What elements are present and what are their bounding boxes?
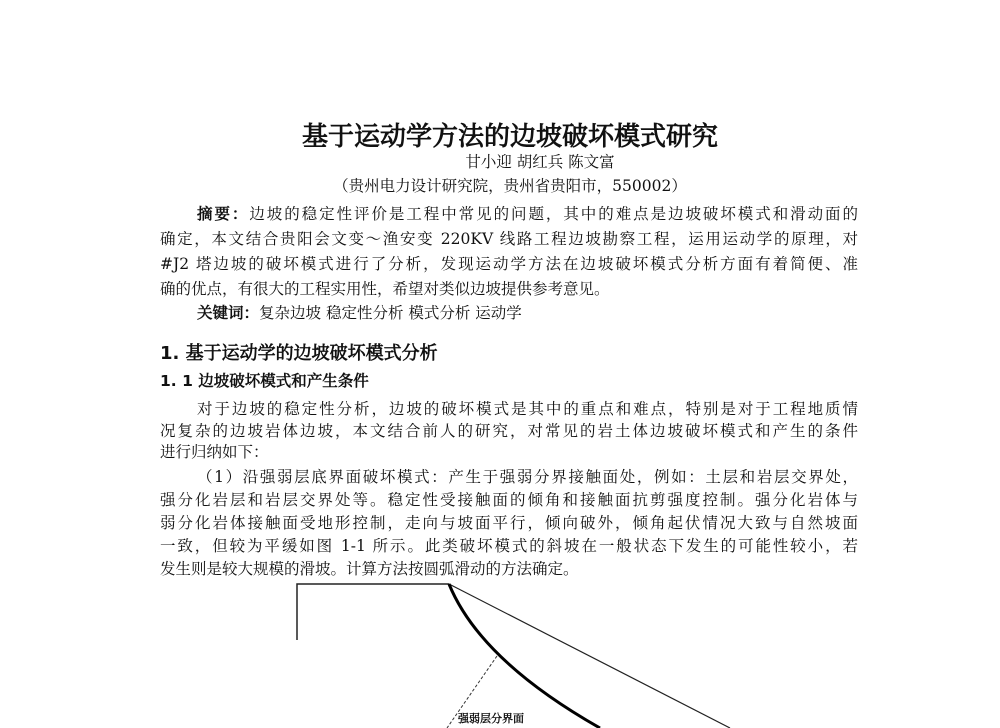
paragraph-line: 对于边坡的稳定性分析，边坡的破坏模式是其中的重点和难点，特别是对于工程地质情 [197, 400, 858, 418]
abstract-label: 摘要： [197, 205, 250, 223]
paragraph-line: 进行归纳如下： [160, 443, 269, 461]
authors: 甘小迎 胡红兵 陈文富 [465, 153, 615, 171]
keywords-label: 关键词： [197, 304, 260, 322]
affiliation: （贵州电力设计研究院，贵州省贵阳市，550002） [333, 177, 687, 195]
figure-label: 强弱层分界面 [458, 712, 524, 725]
paragraph-line: 弱分化岩体接触面受地形控制，走向与坡面平行，倾向破外，倾角起伏情况大致与自然坡面 [160, 514, 858, 532]
slope-surface-line [449, 584, 730, 728]
paragraph-line: （1）沿强弱层底界面破坏模式：产生于强弱分界接触面处，例如：土层和岩层交界处， [197, 468, 858, 486]
paragraph-line: 强分化岩层和岩层交界处等。稳定性受接触面的倾角和接触面抗剪强度控制。强分化岩体与 [160, 491, 858, 509]
paper-title: 基于运动学方法的边坡破坏模式研究 [301, 122, 718, 152]
keywords: 关键词：复杂边坡 稳定性分析 模式分析 运动学 [197, 304, 522, 322]
paragraph-line: 一致，但较为平缓如图 1-1 所示。此类破坏模式的斜坡在一般状态下发生的可能性较小，若 [160, 537, 858, 555]
section-heading: 1. 基于运动学的边坡破坏模式分析 [160, 343, 438, 364]
abstract-line: 摘要：边坡的稳定性评价是工程中常见的问题，其中的难点是边坡破坏模式和滑动面的 [197, 205, 858, 223]
paragraph-line: 发生则是较大规模的滑坡。计算方法按圆弧滑动的方法确定。 [160, 560, 579, 578]
interface-curve [449, 584, 600, 728]
abstract-line: 确的优点，有很大的工程实用性，希望对类似边坡提供参考意见。 [160, 280, 610, 298]
abstract-line: #J2 塔边坡的破坏模式进行了分析，发现运动学方法在边坡破坏模式分析方面有着简便、准 [160, 255, 858, 273]
paragraph-line: 况复杂的边坡岩体边坡，本文结合前人的研究，对常见的岩土体边坡破坏模式和产生的条件 [160, 422, 858, 440]
slope-top-outline [297, 584, 449, 640]
subsection-heading: 1. 1 边坡破坏模式和产生条件 [160, 372, 369, 390]
abstract-line: 确定，本文结合贵阳会文变～渔安变 220KV 线路工程边坡勘察工程，运用运动学的原理，对 [160, 230, 858, 248]
